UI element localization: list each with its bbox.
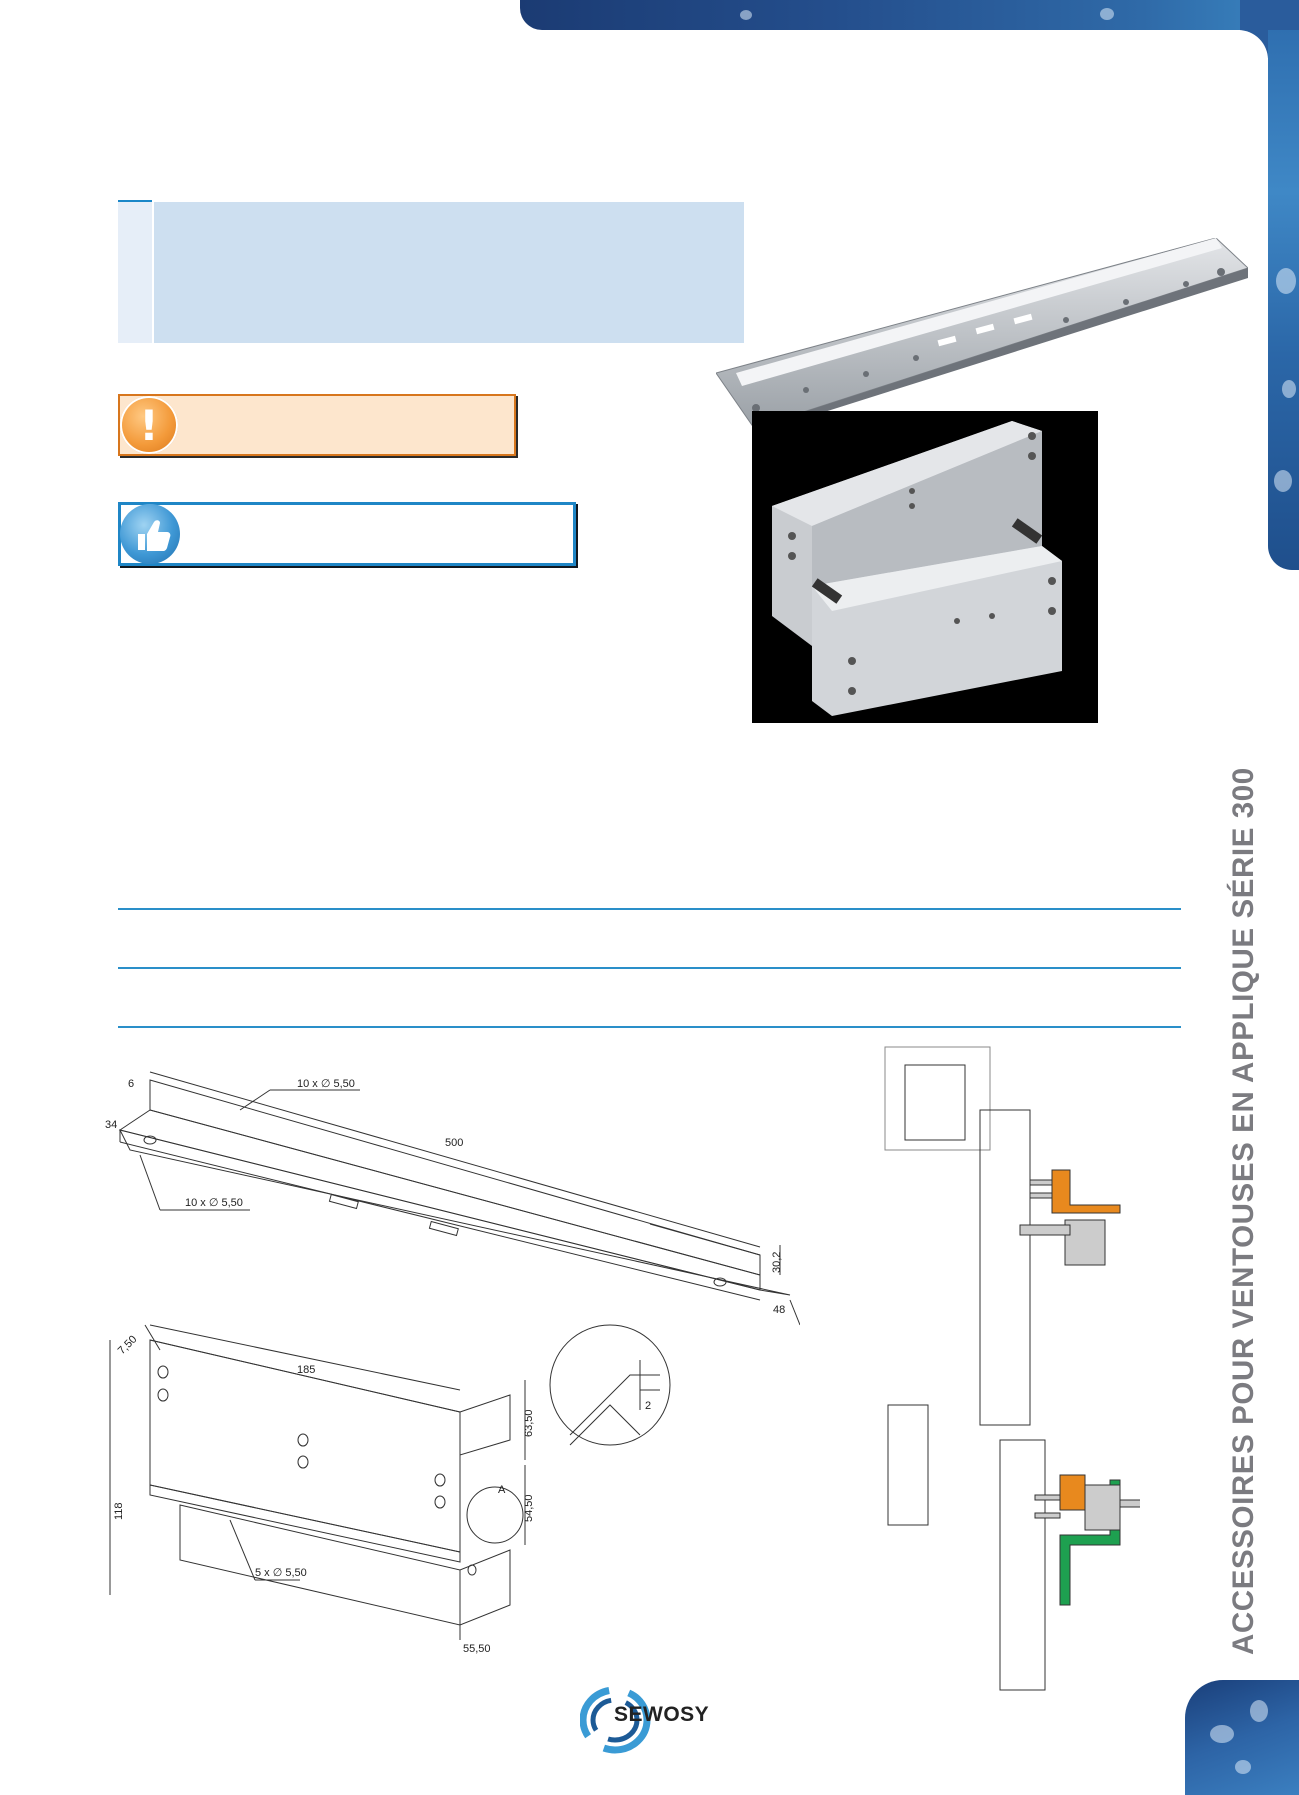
- technical-drawing: [100, 1050, 800, 1680]
- info-accent: [118, 202, 152, 343]
- installation-diagrams: [880, 1045, 1140, 1695]
- advantage-box: [118, 502, 576, 566]
- svg-text:185: 185: [297, 1364, 316, 1376]
- water-drop: [1276, 268, 1296, 294]
- water-drop: [1250, 1700, 1268, 1722]
- table-divider: [118, 908, 1181, 910]
- water-drop: [1235, 1760, 1251, 1774]
- exclamation-icon: !: [120, 396, 178, 454]
- svg-text:6: 6: [128, 1078, 135, 1090]
- table-divider: [118, 1026, 1181, 1028]
- table-divider: [118, 967, 1181, 969]
- top-decor-band: [520, 0, 1299, 30]
- water-drop: [1282, 380, 1296, 398]
- bracket-long-photo: [716, 238, 1248, 433]
- svg-text:7,50: 7,50: [115, 1333, 140, 1358]
- svg-text:5 x ∅ 5,50: 5 x ∅ 5,50: [255, 1567, 307, 1579]
- svg-text:48: 48: [773, 1304, 786, 1316]
- svg-text:2: 2: [645, 1400, 652, 1412]
- svg-text:10 x ∅ 5,50: 10 x ∅ 5,50: [185, 1197, 243, 1209]
- svg-text:A: A: [498, 1484, 506, 1496]
- bottom-decor-band: [1185, 1680, 1299, 1795]
- svg-text:63,50: 63,50: [523, 1409, 535, 1437]
- water-drop: [1274, 470, 1292, 492]
- svg-text:55,50: 55,50: [463, 1643, 491, 1655]
- svg-text:30,2: 30,2: [771, 1251, 783, 1273]
- water-drop: [1210, 1725, 1234, 1743]
- svg-text:500: 500: [445, 1137, 464, 1149]
- side-title: ACCESSOIRES POUR VENTOUSES EN APPLIQUE SÉRIE 300: [1227, 767, 1260, 1655]
- svg-text:54,50: 54,50: [523, 1494, 535, 1522]
- svg-text:10 x ∅ 5,50: 10 x ∅ 5,50: [297, 1078, 355, 1090]
- bracket-l-photo: [752, 411, 1098, 723]
- water-drop: [1100, 8, 1114, 20]
- water-drop: [740, 10, 752, 20]
- product-info-box: [154, 202, 744, 343]
- brand-name: SEWOSY: [614, 1703, 710, 1726]
- thumbs-up-icon: [120, 504, 180, 564]
- svg-text:34: 34: [105, 1119, 118, 1131]
- svg-text:118: 118: [113, 1502, 125, 1520]
